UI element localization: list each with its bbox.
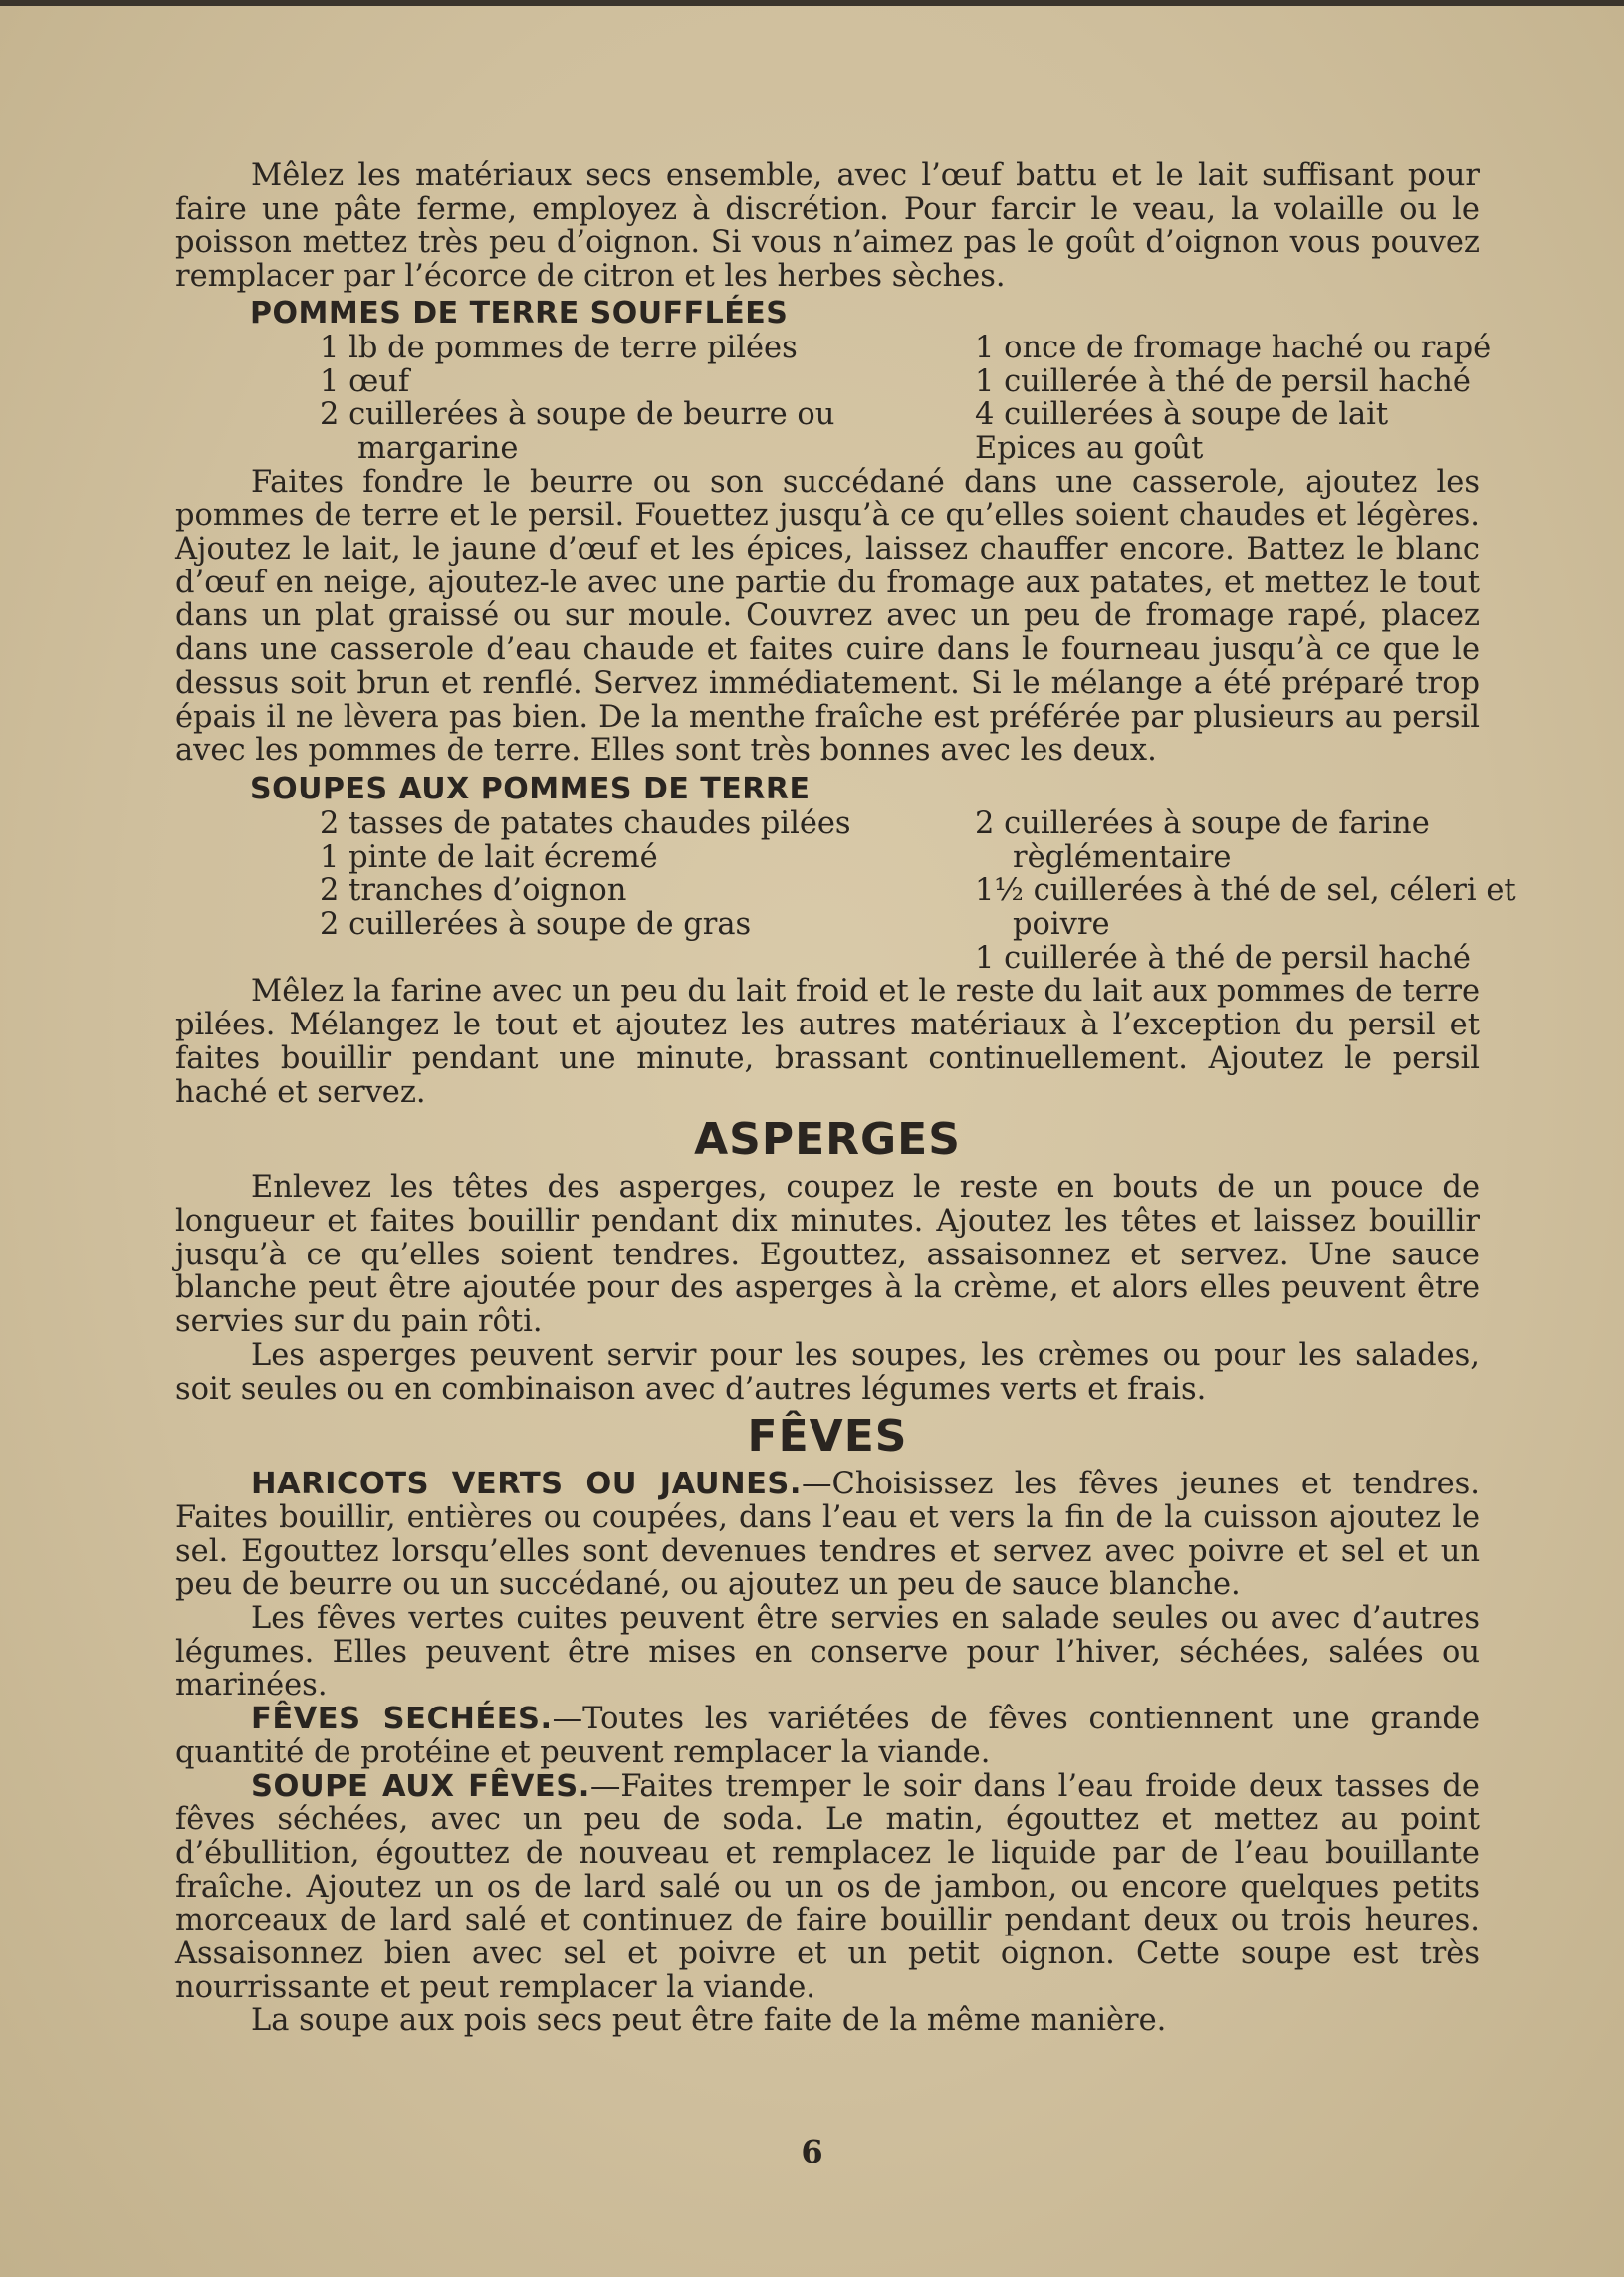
ingredient: 2 tranches d’oignon (320, 873, 627, 909)
heading-asperges: ASPERGES (694, 1114, 961, 1166)
haricots-heading: HARICOTS VERTS OU JAUNES. (251, 1467, 802, 1502)
feves-vertes-paragraph: Les fêves vertes cuites peuvent être servies en salade seules ou avec d’autres légumes. Elles peuvent être mises en conserve pour l’hiver, séchées, salées ou marinées. (175, 1601, 1480, 1704)
page-content (175, 158, 1516, 2039)
soupe-feves-heading: SOUPE AUX FÊVES. (251, 1768, 590, 1804)
ingredient: Epices au goût (975, 430, 1204, 466)
ingredients-soupe (320, 805, 1516, 976)
ingredients-left (320, 807, 945, 976)
haricots-paragraph (175, 1468, 1480, 1602)
ingredient: 2 cuillerées à soupe de farine règlémentaire (975, 805, 1430, 875)
ingredient: 2 cuillerées à soupe de gras (320, 907, 752, 943)
top-edge (0, 0, 1624, 6)
ingredient: 1 cuillerée à thé de persil haché (975, 940, 1471, 976)
ingredients-right (975, 332, 1592, 466)
sechees-paragraph (175, 1703, 1480, 1769)
ingredient: 1½ cuillerées à thé de sel, céleri et poivre (975, 873, 1516, 943)
ingredients-right (975, 807, 1592, 976)
asperges-paragraph-1: Enlevez les têtes des asperges, coupez le reste en bouts de un pouce de longueur et faites bouillir pendant dix minutes. Ajoutez les têtes et laissez bouillir jusqu’à ce qu’elles soient tendres. Egouttez, assaisonnez et servez. Une sauce blanche peut être ajoutée pour des asperges à la crème, et alors elles peuvent être servies sur du pain rôti. (175, 1170, 1480, 1340)
intro-paragraph: Mêlez les matériaux secs ensemble, avec l’œuf battu et le lait suffisant pour faire une pâte ferme, employez à discrétion. Pour farcir le veau, la volaille ou le poisson mettez très peu d’oignon. Si vous n’aimez pas le goût d’oignon vous pouvez remplacer par l’écorce de citron et les herbes sèches. (175, 158, 1480, 295)
ingredient: 1 once de fromage haché ou rapé (975, 330, 1492, 365)
soupe-feves-paragraph (175, 1770, 1480, 2005)
ingredient: 1 lb de pommes de terre pilées (320, 330, 798, 365)
ingredient: 1 cuillerée à thé de persil haché (975, 363, 1471, 399)
page-number: 6 (801, 2133, 823, 2170)
ingredient: 4 cuillerées à soupe de lait (975, 397, 1389, 433)
ingredient: 1 pinte de lait écremé (320, 839, 658, 875)
heading-souffle: POMMES DE TERRE SOUFFLÉES (250, 295, 789, 331)
pois-paragraph: La soupe aux pois secs peut être faite de la même manière. (251, 2003, 1167, 2039)
sechees-heading: FÊVES SECHÉES. (251, 1702, 553, 1737)
soupe-method: Mêlez la farine avec un peu du lait froid et le reste du lait aux pommes de terre pilées. Mélangez le tout et ajoutez les autres matériaux à l’exception du persil et faites bouillir pendant une minute, brassant continuellement. Ajoutez le persil haché et servez. (175, 974, 1480, 1110)
ingredients-souffle (320, 330, 1492, 466)
heading-feves: FÊVES (747, 1411, 908, 1463)
asperges-paragraph-2: Les asperges peuvent servir pour les soupes, les crèmes ou pour les salades, soit seules ou en combinaison avec d’autres légumes verts et frais. (175, 1337, 1480, 1407)
ingredient: 1 œuf (320, 363, 410, 399)
ingredient: 2 cuillerées à soupe de beurre ou margarine (320, 397, 835, 466)
heading-soupe-pommes: SOUPES AUX POMMES DE TERRE (250, 771, 811, 806)
souffle-method: Faites fondre le beurre ou son succédané dans une casserole, ajoutez les pommes de terre et le persil. Fouettez jusqu’à ce qu’elles soient chaudes et légères. Ajoutez le lait, le jaune d’œuf et les épices, laissez chauffer encore. Battez le blanc d’œuf en neige, ajoutez-le avec une partie du fromage aux patates, et mettez le tout dans un plat graissé ou sur moule. Couvrez avec un peu de fromage rapé, placez dans une casserole d’eau chaude et faites cuire dans le fourneau jusqu’à ce que le dessus soit brun et renflé. Servez immédiatement. Si le mélange a été préparé trop épais il ne lèvera pas bien. De la menthe fraîche est préférée par plusieurs au persil avec les pommes de terre. Elles sont très bonnes avec les deux. (175, 464, 1480, 769)
sechees-text: —Toutes les variétées de fêves contiennent une grande quantité de protéine et peuvent remplacer la viande. (175, 1702, 1480, 1770)
soupe-feves-text: —Faites tremper le soir dans l’eau froide deux tasses de fêves séchées, avec un peu de soda. Le matin, égouttez et mettez au point d’ébullition, égouttez de nouveau et remplacez le liquide par de l’eau bouillante fraîche. Ajoutez un os de lard salé ou un os de jambon, ou encore quelques petits morceaux de lard salé et continuez de faire bouillir pendant deux ou trois heures. Assaisonnez bien avec sel et poivre et un petit oignon. Cette soupe est très nourrissante et peut remplacer la viande. (175, 1768, 1480, 2005)
ingredients-left (320, 332, 945, 466)
haricots-text: —Choisissez les fêves jeunes et tendres. Faites bouillir, entières ou coupées, dans l’eau et vers la fin de la cuisson ajoutez le sel. Egouttez lorsqu’elles sont devenues tendres et servez avec poivre et sel et un peu de beurre ou un succédané, ou ajoutez un peu de sauce blanche. (175, 1467, 1480, 1603)
ingredient: 2 tasses de patates chaudes pilées (320, 805, 851, 841)
